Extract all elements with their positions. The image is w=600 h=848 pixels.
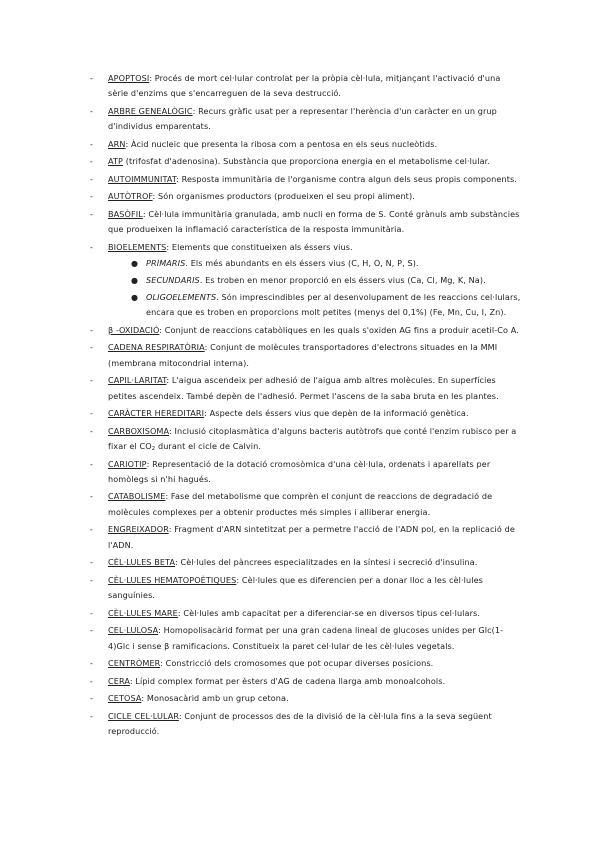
glossary-term: CÈL·LULES BETA: [108, 557, 175, 568]
glossary-definition: : Cèl·lules que es diferencien per a donar lloc a les cèl·lules sanguínies.: [108, 574, 483, 601]
glossary-entry-bioelements: [90, 240, 522, 321]
dash-bullet: -: [90, 607, 94, 618]
glossary-entry-arbre-genealogic: [90, 104, 522, 135]
sublist-term: SECUNDARIS: [146, 275, 200, 286]
dash-bullet: -: [90, 458, 94, 469]
dash-bullet: -: [90, 658, 94, 669]
glossary-definition: : Cèl·lula immunitària granulada, amb nucli en forma de S. Conté grànuls amb substàncies que produeixen la inflamació característica de la resposta immunitària.: [108, 208, 520, 235]
glossary-term: CARÀCTER HEREDITARI: [108, 408, 205, 419]
dash-bullet: -: [90, 625, 94, 636]
sublist-term: OLIGOELEMENTS: [146, 291, 217, 302]
glossary-definition: : Resposta immunitària de l'organisme contra algun dels seus propis components.: [176, 173, 517, 184]
glossary-entry-cetosa: [90, 691, 522, 706]
glossary-term: CICLE CEL·LULAR: [108, 710, 179, 721]
glossary-term: CERA: [108, 675, 130, 686]
glossary-entry-basofil: [90, 207, 522, 238]
glossary-term: ATP: [108, 156, 124, 167]
glossary-term: CARIOTIP: [108, 458, 147, 469]
glossary-entry-engreixador: [90, 522, 522, 553]
sublist-definition: . Es troben en menor proporció en els éssers vius (Ca, Cl, Mg, K, Na).: [199, 275, 486, 286]
glossary-definition: : Procés de mort cel·lular controlat per la pròpia cèl·lula, mitjançant l'activació d'una sèrie d'enzims que s'encarreguen de la seva destrucció.: [108, 73, 501, 99]
dash-bullet: -: [90, 342, 94, 353]
glossary-term: AUTÒTROF: [108, 191, 153, 202]
dash-bullet: -: [90, 375, 94, 386]
glossary-entry-cera: [90, 674, 522, 689]
dash-bullet: -: [90, 491, 94, 502]
glossary-term: BIOELEMENTS: [108, 241, 167, 252]
dash-bullet: -: [90, 710, 94, 721]
dash-bullet: -: [90, 156, 94, 167]
glossary-list: [90, 71, 522, 739]
round-bullet-icon: ●: [131, 276, 139, 286]
glossary-term: BASÒFIL: [108, 208, 143, 219]
dash-bullet: -: [90, 693, 94, 704]
sublist-term: PRIMARIS: [146, 258, 186, 269]
glossary-definition: : Inclusió citoplasmàtica d'alguns bacteris autòtrofs que conté l'enzim rubisco per a fixar el CO: [108, 425, 517, 452]
glossary-term: CARBOXISOMA: [108, 425, 169, 436]
glossary-definition: : Fragment d'ARN sintetitzat per a permetre l'acció de l'ADN pol, en la replicació de l'ADN.: [108, 524, 515, 550]
glossary-term: AUTOIMMUNITAT: [108, 173, 177, 184]
glossary-entry-cel-lules-mare: [90, 606, 522, 621]
glossary-term: CÈL·LULES MARE: [108, 607, 178, 618]
glossary-definition: : Àcid nucleic que presenta la ribosa com a pentosa en els seus nucleòtids.: [125, 138, 438, 149]
glossary-entry-apoptosi: [90, 71, 522, 102]
glossary-term: CAPIL·LARITAT: [108, 375, 167, 386]
glossary-entry-cel-lules-beta: [90, 555, 522, 570]
glossary-definition: : Elements que constitueixen als éssers vius.: [166, 241, 353, 252]
dash-bullet: -: [90, 574, 94, 585]
glossary-definition-continued: durant el cicle de Calvin.: [155, 441, 262, 452]
dash-bullet: -: [90, 675, 94, 686]
dash-bullet: -: [90, 524, 94, 535]
glossary-definition: : Són organismes productors (produeixen el seu propi aliment).: [152, 191, 415, 202]
dash-bullet: -: [90, 324, 94, 335]
glossary-definition: : Conjunt de processos des de la divisió de la cèl·lula fins a la seva següent reproducció.: [108, 710, 492, 736]
glossary-term: CETOSA: [108, 693, 142, 704]
glossary-definition: : Cèl·lules del pàncrees especialitzades en la síntesi i secreció d'insulina.: [175, 557, 478, 568]
glossary-definition: : L'aigua ascendeix per adhesió de l'aigua amb altres molècules. En superfícies petites ascendeix. També depèn de l'adhesió. Permet l'ascens de la saba bruta en les plantes.: [108, 375, 499, 401]
glossary-definition: : Recurs gràfic usat per a representar l'herència d'un caràcter en un grup d'individus emparentats.: [108, 105, 497, 132]
dash-bullet: -: [90, 208, 94, 219]
round-bullet-icon: ●: [131, 292, 139, 302]
glossary-term: ARBRE GENEALÒGIC: [108, 105, 193, 116]
glossary-definition: (trifosfat d'adenosina). Substància que proporciona energia en el metabolisme cel·lular.: [123, 156, 491, 167]
glossary-entry-autoimmunitat: [90, 172, 522, 187]
glossary-term: CADENA RESPIRATÒRIA: [108, 342, 205, 353]
glossary-definition: : Conjunt de reaccions catabòliques en les quals s'oxiden AG fins a produir acetil-Co A.: [159, 324, 519, 335]
sublist-definition: . Són imprescindibles per al desenvolupament de les reaccions cel·lulars, encara que es troben en proporcions molt petites (menys del 0,1%) (Fe, Mn, Cu, I, Zn).: [146, 291, 521, 318]
dash-bullet: -: [90, 191, 94, 202]
glossary-entry-oxidacio: [90, 323, 522, 338]
glossary-term: APOPTOSI: [108, 73, 150, 83]
dash-bullet: -: [90, 105, 94, 116]
dash-bullet: -: [90, 138, 94, 149]
round-bullet-icon: ●: [131, 259, 139, 269]
dash-bullet: -: [90, 408, 94, 419]
glossary-definition: : Conjunt de molècules transportadores d'electrons situades en la MMI (membrana mitocondrial interna).: [108, 342, 498, 368]
glossary-definition: : Homopolisacàrid format per una gran cadena lineal de glucoses unides per Glc(1-4)Glc i sense β ramificacions. Constitueix la paret cel·lular de les cèl·lules vegetals.: [108, 625, 504, 651]
dash-bullet: -: [90, 173, 94, 184]
glossary-term: CENTRÒMER: [108, 658, 161, 669]
glossary-entry-cariotip: [90, 457, 522, 488]
sublist-item-oligoelements: [108, 290, 522, 321]
glossary-term: ENGREIXADOR: [108, 524, 169, 535]
glossary-entry-caracter-hereditari: [90, 406, 522, 421]
glossary-entry-cel-lules-hematopoetiques: [90, 573, 522, 604]
glossary-entry-capil-laritat: [90, 373, 522, 404]
glossary-definition: : Constricció dels cromosomes que pot ocupar diverses posicions.: [160, 658, 434, 669]
dash-bullet: -: [90, 425, 94, 436]
glossary-entry-carboxisoma: [90, 424, 522, 455]
glossary-term: CATABOLISME: [108, 491, 166, 502]
glossary-entry-cel-lulosa: [90, 623, 522, 654]
sublist-item-primaris: [108, 256, 522, 271]
glossary-definition: : Lípid complex format per èsters d'AG de cadena llarga amb monoalcohols.: [129, 675, 446, 686]
glossary-entry-cicle-cel-lular: [90, 709, 522, 740]
glossary-entry-catabolisme: [90, 489, 522, 520]
dash-bullet: -: [90, 241, 94, 252]
glossary-definition: : Aspecte dels éssers vius que depèn de la informació genètica.: [204, 408, 469, 419]
glossary-entry-cadena-respiratoria: [90, 340, 522, 371]
glossary-definition: : Monosacàrid amb un grup cetona.: [141, 693, 289, 704]
glossary-term: CEL·LULOSA: [108, 625, 159, 636]
dash-bullet: -: [90, 557, 94, 568]
sublist-definition: . Els més abundants en els éssers vius (C, H, O, N, P, S).: [185, 258, 419, 269]
glossary-definition: : Representació de la dotació cromosòmica d'una cèl·lula, ordenats i aparellats per homòlegs si n'hi hagués.: [108, 458, 491, 484]
bioelements-sublist: [108, 256, 522, 321]
glossary-term: CÈL·LULES HEMATOPOÈTIQUES: [108, 574, 237, 585]
dash-bullet: -: [90, 73, 94, 83]
glossary-term: ARN: [108, 138, 126, 149]
glossary-definition: : Fase del metabolisme que comprèn el conjunt de reaccions de degradació de molècules complexes per a obtenir productes més simples i alliberar energia.: [108, 491, 493, 517]
glossary-entry-atp: [90, 154, 522, 169]
glossary-entry-arn: [90, 137, 522, 152]
glossary-term: β -OXIDACIÓ: [108, 324, 160, 335]
sublist-item-secundaris: [108, 273, 522, 288]
glossary-definition: : Cèl·lules amb capacitat per a diferenciar-se en diversos tipus cel·lulars.: [177, 607, 481, 618]
glossary-entry-autotrof: [90, 189, 522, 204]
glossary-entry-centromer: [90, 656, 522, 671]
subscript: 2: [151, 446, 156, 453]
